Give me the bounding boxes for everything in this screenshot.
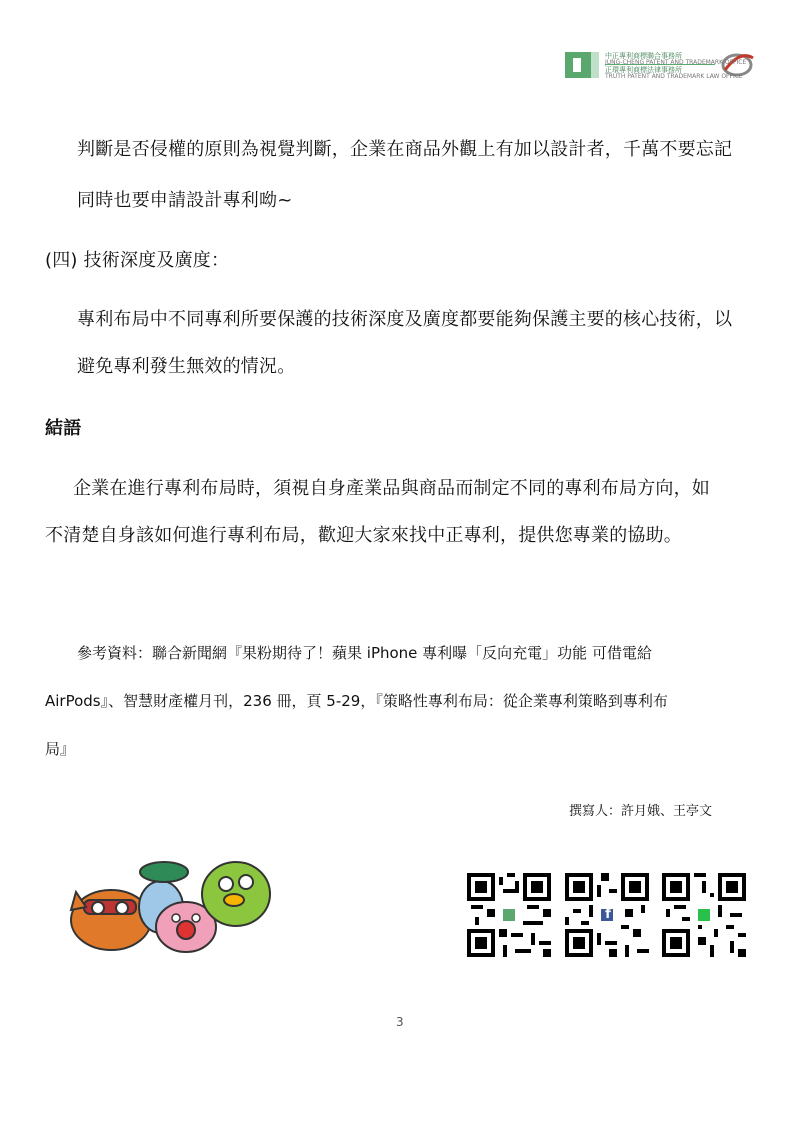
firm-name-2-en: TRUTH PATENT AND TRADEMARK LAW OFFICE [605, 73, 743, 80]
firm-logo [565, 50, 755, 80]
qr-code-facebook[interactable] [565, 872, 649, 958]
paragraph-2-line-1: 專利布局中不同專利所要保護的技術深度及廣度都要能夠保護主要的核心技術，以 [77, 309, 733, 330]
mascot-group-icon [66, 852, 276, 957]
qr-code-line[interactable] [662, 872, 746, 958]
section-4-heading: (四) 技術深度及廣度： [45, 250, 230, 271]
paragraph-1-line-2: 同時也要申請設計專利呦~ [77, 190, 293, 211]
authors: 撰寫人：許月娥、王亭文 [569, 804, 713, 819]
paragraph-2-line-2: 避免專利發生無效的情況。 [77, 356, 296, 377]
reference-line-2: AirPods』、智慧財產權月刊，236 冊，頁 5-29，『策略性專利布局：從企業專利策略到專利布 [45, 692, 668, 710]
firm-name-2: 正環專利商標法律事務所 [605, 66, 682, 74]
facebook-icon: f [605, 907, 611, 922]
paragraph-3-line-2: 不清楚自身該如何進行專利布局，歡迎大家來找中正專利，提供您專業的協助。 [45, 525, 682, 546]
qr-code-website[interactable] [467, 872, 551, 958]
qr-code-icon [662, 872, 746, 958]
paragraph-1-line-1: 判斷是否侵權的原則為視覺判斷，企業在商品外觀上有加以設計者，千萬不要忘記 [77, 139, 733, 160]
reference-line-1: 參考資料：聯合新聞網『果粉期待了！蘋果 iPhone 專利曝「反向充電」功能 可借電給 [77, 644, 652, 662]
conclusion-heading: 結語 [45, 418, 82, 439]
reference-line-3: 局』 [45, 740, 76, 758]
firm-name-1-en: JUNG-CHENG PATENT AND TRADEMARK OFFICE [605, 59, 747, 66]
qr-code-icon [467, 872, 551, 958]
paragraph-3-line-1: 企業在進行專利布局時，須視自身產業品與商品而制定不同的專利布局方向，如 [73, 478, 710, 499]
firm-name-1: 中正專利商標聯合事務所 [605, 52, 682, 60]
page-number: 3 [396, 1015, 404, 1029]
mascot-illustration [66, 852, 276, 957]
